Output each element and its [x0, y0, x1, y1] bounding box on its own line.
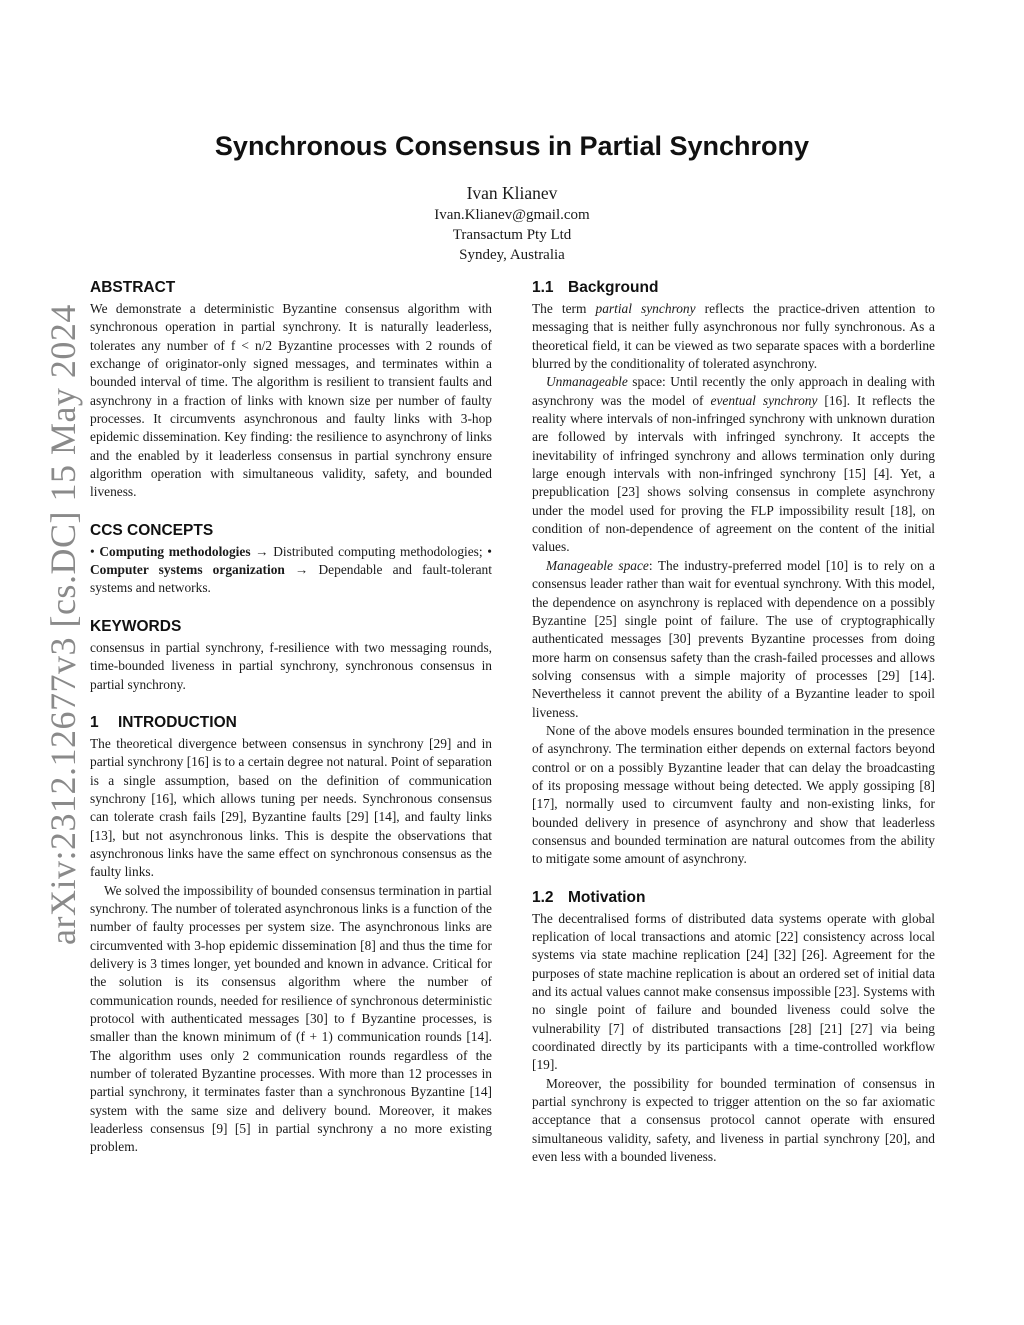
introduction-paragraph-2: We solved the impossibility of bounded consensus termination in partial synchrony. The number of tolerated asynchronous links is a function of the number of faulty processes per system size. The asynchronous links are circumvented with 3-hop epidemic dissemination [8] and thus the time for delivery is 3 times longer, yet bounded and known in advance. Critical for the solution is its consensus algorithm where the number of communication rounds, needed for resilience of synchronous deterministic protocol with authenticated messages [30] to f Byzantine processes, is smaller than the known minimum of (f + 1) communication rounds [14]. The algorithm uses only 2 communication rounds regardless of the number of tolerated Byzantine processes. With more than 12 processes in partial synchrony, it terminates faster than a synchronous Byzantine [14] system with the same size and delivery bound. Moreover, it makes leaderless consensus [9] [5] in partial synchrony a no more existing problem.	[90, 882, 492, 1155]
emphasis: Manageable space	[546, 557, 649, 573]
emphasis: Unmanageable	[546, 374, 628, 390]
ccs-concepts	[90, 543, 492, 598]
emphasis: eventual synchrony	[710, 392, 818, 408]
text-run: The term	[532, 301, 596, 316]
paper-title: Synchronous Consensus in Partial Synchrony	[214, 131, 810, 161]
author-affiliation: Transactum Pty Ltd	[452, 227, 572, 243]
ccs-concept-1-term: Computing methodologies	[99, 543, 251, 559]
abstract-text: We demonstrate a deterministic Byzantine consensus algorithm with synchronous operation in partial synchrony. It is naturally leaderless, tolerates any number of f < n/2 Byzantine processes with 2 rounds of exchange of originator-only signed messages, and terminates within a bounded interval of time. The algorithm is resilient to transient faults and asynchrony in a fraction of links with known size per number of faulty processes. It circumvents asynchronous and faulty links with 3-hop epidemic dissemination. Key finding: the resilience to asynchrony of links and the enabled by it leaderless consensus in partial synchrony ensure algorithm operation with simultaneous validity, safety, and bounded liveness.	[90, 301, 492, 500]
introduction-paragraph-1: The theoretical divergence between consensus in synchrony [29] and in partial synchrony [16] is to a certain degree not natural. Point of separation is a single assumption, based on the definition of communication synchrony [16], which allows tuning per needs. Synchronous consensus can tolerate crash fails [29], Byzantine faults [29] [14], and faulty links [13], but not asynchronous links. This is despite the observations that asynchronous links have the same effect on synchronous consensus as the faulty links.	[90, 735, 492, 880]
motivation-paragraph-1: The decentralised forms of distributed data systems operate with global replication of local transactions and atomic [22] consistency across local systems via state machine replication [24] [32] [26]. Agreement for the purposes of state machine replication is about an ordered set of initial data and its actual values cannot make consensus impossible [23]. Systems with no single point of failure and bounded liveness could solve the vulnerability [7] of distributed transactions [28] [21] [27] via being coordinated directly by its participants with a time-controlled workflow [19].	[532, 910, 935, 1073]
motivation-paragraph-2: Moreover, the possibility for bounded termination of consensus in partial synchrony is expected to trigger attention on the so far axiomatic acceptance that a consensus protocol cannot operate with ensured simultaneous validity, safety, and liveness in partial synchrony [20], and even less with a bounded liveness.	[532, 1075, 935, 1165]
right-column	[532, 278, 935, 1166]
text-run: reflects the practice-driven attention to messaging that is neither fully asynchronous nor fully synchronous. As a theoretical field, it can be viewed as two separate spaces with a borderline blurred by the conditionality of tolerated asynchrony.	[532, 301, 935, 372]
section-title: INTRODUCTION	[118, 713, 237, 731]
section-title: Background	[568, 279, 659, 296]
section-title: Motivation	[568, 888, 646, 906]
ccs-concept-2-term: Computer systems organization	[90, 562, 285, 578]
background-paragraph-1	[532, 300, 935, 373]
author-name: Ivan Klianev	[466, 183, 558, 203]
background-paragraph-4: None of the above models ensures bounded termination in the presence of asynchrony. The termination either depends on external factors beyond control or on a possibly Byzantine leader that can delay the broadcasting of its proposing message without being detected. We apply gossiping [8] [17], normally used to circumvent faulty and non-existing links, for bounded delivery in presence of asynchrony and show that leaderless consensus and bounded termination are natural outcomes from the ability to mitigate some amount of asynchrony.	[532, 722, 935, 867]
keywords-heading: KEYWORDS	[90, 617, 182, 635]
section-number: 1.1	[532, 279, 554, 296]
motivation-heading	[532, 888, 935, 908]
section-number: 1	[90, 713, 99, 731]
ccs-bullet: •	[487, 543, 492, 559]
background-heading	[532, 278, 935, 298]
author-block	[300, 181, 724, 265]
arxiv-identifier: arXiv:2312.12677v3 [cs.DC] 15 May 2024	[43, 304, 83, 945]
author-email: Ivan.Klianev@gmail.com	[434, 207, 590, 223]
background-paragraph-2	[532, 373, 935, 556]
introduction-heading	[90, 713, 492, 733]
ccs-bullet: •	[90, 543, 95, 559]
ccs-concept-2-rest: Dependable and fault-tolerant systems and networks.	[90, 562, 492, 596]
emphasis: partial synchrony	[595, 301, 696, 316]
keywords-text: consensus in partial synchrony, f-resilience with two messaging rounds, time-bounded liveness in partial synchrony, synchronous consensus in partial synchrony.	[90, 639, 492, 692]
text-run: [16]. It reflects the reality where intervals of non-infringed synchrony with unknown duration are followed by intervals with infringed synchrony. It accepts the inevitability of infringed synchrony and allows termination only during large enough intervals with non-infringed synchrony [15] [4]. Yet, a prepublication [23] shows solving consensus in complete asynchrony under the model used for proving the FLP impossibility result [18], on condition of non-dependence of agreement on the content of the initial values.	[532, 392, 935, 555]
text-run: : The industry-preferred model [10] is to rely on a consensus leader rather than wait for eventual synchrony. With this model, the dependence on asynchrony is replaced with dependence on a possibly Byzantine [25] single point of failure. The use of cryptographically authenticated messages [30] prevents Byzantine processes from doing more harm on consensus safety than the crash-failed processes and allows solving consensus with a simple majority of processes [29] [14]. Nevertheless it cannot prevent the ability of a Byzantine leader to spoil liveness.	[532, 557, 935, 720]
left-column	[90, 278, 492, 1157]
ccs-arrow: →	[294, 562, 309, 578]
section-number: 1.2	[532, 888, 554, 906]
ccs-concept-1-rest: Distributed computing methodologies;	[273, 543, 483, 559]
ccs-heading: CCS CONCEPTS	[90, 521, 214, 539]
author-location: Syndey, Australia	[459, 247, 565, 263]
abstract-heading: ABSTRACT	[90, 279, 176, 296]
background-paragraph-3	[532, 557, 935, 722]
text-run: space: Until recently the only approach in dealing with asynchrony was the model of	[532, 374, 935, 408]
ccs-arrow: →	[255, 543, 269, 559]
